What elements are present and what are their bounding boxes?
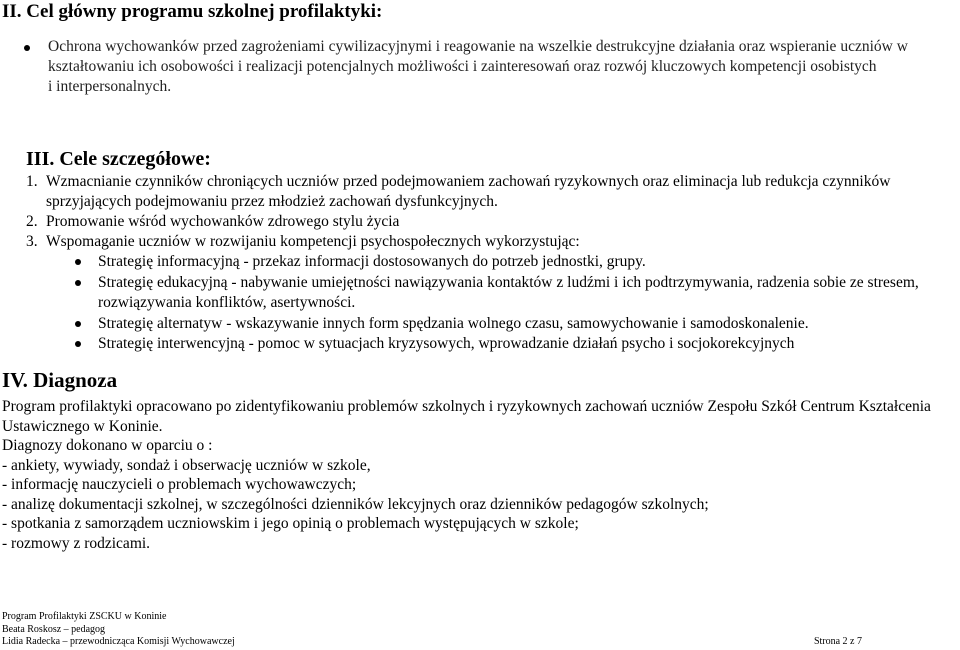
- list-item: [26, 314, 946, 335]
- section-3-list: [26, 172, 946, 355]
- item-number: 3.: [26, 233, 38, 250]
- footer-line: Beata Roskosz – pedagog: [2, 623, 106, 635]
- method-item: - ankiety, wywiady, sondaż i obserwację uczniów w szkole,: [2, 456, 371, 474]
- text-line: sprzyjających podejmowaniu przez młodzież zachowań dysfunkcyjnych.: [46, 193, 498, 210]
- text-line: Strategię informacyjną - przekaz informacji dostosowanych do potrzeb jednostki, grupy.: [98, 253, 646, 270]
- text-line: i interpersonalnych.: [48, 78, 172, 95]
- list-item: [26, 252, 946, 273]
- text-line: Ustawicznego w Koninie.: [2, 417, 163, 435]
- numbered-item: [26, 232, 946, 252]
- item-number: 1.: [26, 173, 38, 190]
- text-line: Strategię alternatyw - wskazywanie innych form spędzania wolnego czasu, samowychowanie i samodoskonalenie.: [98, 314, 809, 332]
- text-line: Wzmacnianie czynników chroniących uczniów przed podejmowaniem zachowań ryzykownych oraz eliminacja lub redukcja czynników: [46, 173, 891, 190]
- page-number: Strona 2 z 7: [813, 636, 862, 647]
- text-line: Ochrona wychowanków przed zagrożeniami cywilizacyjnymi i reagowanie na wszelkie destrukcyjne działania oraz wspieranie uczniów w: [48, 38, 908, 55]
- text-line: rozwiązywania konfliktów, asertywności.: [98, 294, 356, 311]
- bullet-icon: [75, 280, 81, 286]
- strategy-list: [26, 252, 946, 355]
- bullet-icon: [75, 341, 81, 347]
- method-item: - rozmowy z rodzicami.: [2, 534, 151, 552]
- method-item: - spotkania z samorządem uczniowskim i jego opinią o problemach występujących w szkole;: [2, 515, 579, 532]
- list-item: [48, 37, 948, 97]
- section-2-list: [48, 37, 948, 97]
- item-number: 2.: [26, 213, 38, 230]
- text-line: Program profilaktyki opracowano po zidentyfikowaniu problemów szkolnych i ryzykownych zachowań uczniów Zespołu Szkół Centrum Kształcenia: [2, 398, 931, 415]
- list-item: [26, 273, 946, 314]
- method-item: - informację nauczycieli o problemach wychowawczych;: [2, 476, 357, 493]
- section-4-heading: IV. Diagnoza: [2, 368, 118, 392]
- section-3-heading: III. Cele szczegółowe:: [26, 148, 211, 170]
- section-2-heading: II. Cel główny programu szkolnej profilaktyki:: [2, 1, 383, 22]
- bullet-icon: [75, 259, 81, 265]
- footer-line: Program Profilaktyki ZSCKU w Koninie: [2, 611, 167, 622]
- text-line: kształtowaniu ich osobowości i realizacji potencjalnych możliwości i zainteresowań oraz rozwój kluczowych kompetencji osobistych: [48, 58, 877, 75]
- bullet-icon: [24, 45, 30, 51]
- method-item: - analizę dokumentacji szkolnej, w szczególności dzienników lekcyjnych oraz dzienników pedagogów szkolnych;: [2, 495, 709, 513]
- page-footer: [2, 611, 958, 649]
- section-4-body: [2, 397, 957, 553]
- text-line: Strategię edukacyjną - nabywanie umiejętności nawiązywania kontaktów z ludźmi i ich podtrzymywania, radzenia sobie ze stresem,: [98, 273, 919, 291]
- text-line: Wspomaganie uczniów w rozwijaniu kompetencji psychospołecznych wykorzystując:: [46, 233, 580, 250]
- text-line: Diagnozy dokonano w oparciu o :: [2, 437, 213, 454]
- text-line: Strategię interwencyjną - pomoc w sytuacjach kryzysowych, wprowadzanie działań psycho i socjokorekcyjnych: [98, 335, 795, 352]
- bullet-icon: [75, 321, 81, 327]
- list-item: [26, 334, 946, 355]
- numbered-item: [26, 212, 946, 232]
- text-line: Promowanie wśród wychowanków zdrowego stylu życia: [46, 213, 400, 230]
- footer-line: Lidia Radecka – przewodnicząca Komisji Wychowawczej: [2, 636, 235, 647]
- footer-line-row: [2, 636, 958, 649]
- numbered-item: [26, 172, 946, 212]
